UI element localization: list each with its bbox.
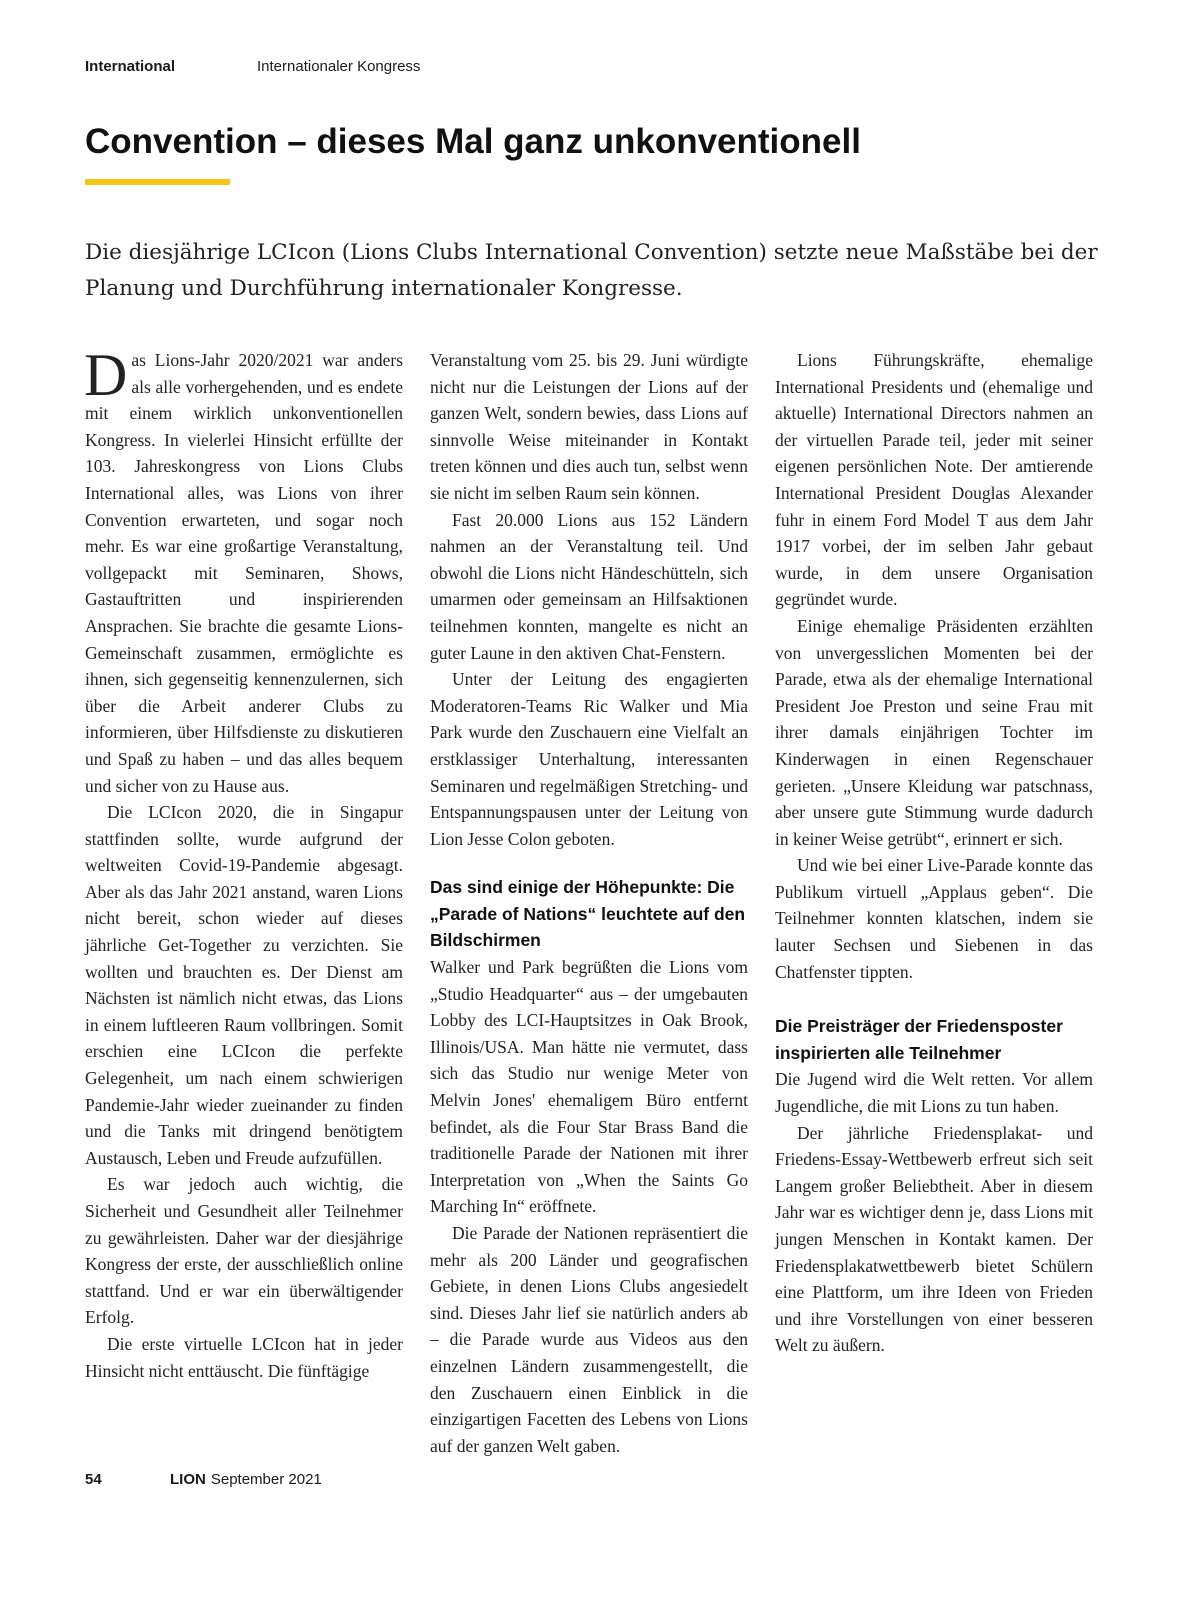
section-spacer xyxy=(430,852,748,874)
article-title: Convention – dieses Mal ganz unkonventionell xyxy=(85,122,861,161)
paragraph: Die LCIcon 2020, die in Singapur stattfinden sollte, wurde aufgrund der weltweiten Covid-19-Pandemie abgesagt. Aber als das Jahr 2021 anstand, waren Lions nicht bereit, schon wieder auf dieses jährliche Get-Together zu verzichten. Sie wollten und brauchten es. Der Dienst am Nächsten ist nämlich nicht etwas, das Lions in einem luftleeren Raum vollbringen. Somit erschien eine LCIcon die perfekte Gelegenheit, um nach einem schwierigen Pandemie-Jahr wieder zueinander zu finden und die Tanks mit dringend benötigtem Austausch, Leben und Freude aufzufüllen. xyxy=(85,802,403,1168)
paragraph: Unter der Leitung des engagierten Moderatoren-Teams Ric Walker und Mia Park wurde den Zuschauern eine Vielfalt an erstklassiger Unterhaltung, interessanten Seminaren und regelmäßigen Stretching- und Entspannungspausen unter der Leitung von Lion Jesse Colon geboten. xyxy=(430,669,748,849)
paragraph: Veranstaltung vom 25. bis 29. Juni würdigte nicht nur die Leistungen der Lions auf der ganzen Welt, sondern bewies, dass Lions auf sinnvolle Weise miteinander in Kontakt treten können und dies auch tun, selbst wenn sie nicht im selben Raum sein können. xyxy=(430,350,748,503)
section-spacer xyxy=(775,985,1093,1013)
paragraph: Walker und Park begrüßten die Lions vom „Studio Headquarter“ aus – der umgebauten Lobby des LCI-Hauptsitzes in Oak Brook, Illinois/USA. Man hätte nie vermutet, dass sich das Studio nur wenige Meter von Melvin Jones' ehemaligem Büro entfernt befindet, als die Four Star Brass Band die traditionelle Parade der Nationen mit ihrer Interpretation von „When the Saints Go Marching In“ eröffnete. xyxy=(430,957,748,1217)
paragraph: Die Jugend wird die Welt retten. Vor allem Jugendliche, die mit Lions zu tun haben. xyxy=(775,1069,1093,1117)
text-column-3 xyxy=(775,347,1093,1359)
section-label: International xyxy=(85,58,176,75)
paragraph: Lions Führungskräfte, ehemalige International Presidents und (ehemalige und aktuelle) International Directors nahmen an der virtuellen Parade teil, jeder mit seiner eigenen persönlichen Note. Der amtierende International President Douglas Alexander fuhr in einem Ford Model T aus dem Jahr 1917 vorbei, der im selben Jahr gebaut wurde, in dem unsere Organisation gegründet wurde. xyxy=(775,350,1093,610)
subheading-highlights: Das sind einige der Höhepunkte: Die „Parade of Nations“ leuchtete auf den Bildschirmen xyxy=(430,877,746,951)
paragraph: Die Parade der Nationen repräsentiert die mehr als 200 Länder und geografischen Gebiete, in denen Lions Clubs angesiedelt sind. Dieses Jahr lief sie natürlich anders ab – die Parade wurde aus Videos aus den einzelnen Ländern zusammengestellt, die den Zuschauern einen Einblick in die einzigartigen Facetten des Lebens von Lions auf der ganzen Welt gaben. xyxy=(430,1223,748,1456)
drop-cap: D xyxy=(84,342,128,408)
text-column-2 xyxy=(430,347,748,1459)
paragraph: Es war jedoch auch wichtig, die Sicherheit und Gesundheit aller Teilnehmer zu gewährleisten. Daher war der diesjährige Kongress der erste, der ausschließlich online stattfand. Und er war ein überwältigender Erfolg. xyxy=(85,1174,403,1328)
subheading-peace-poster: Die Preisträger der Friedensposter inspirierten alle Teilnehmer xyxy=(775,1016,1063,1063)
text-column-1 xyxy=(84,342,403,1384)
paragraph-text: as Lions-Jahr 2020/2021 war anders als alle vorhergehenden, und es endete mit einem wirklich unkonventionellen Kongress. In vielerlei Hinsicht erfüllte der 103. Jahreskongress von Lions Clubs International alles, was Lions von ihrer Convention erwarteten, und sogar noch mehr. Es war eine großartige Veranstaltung, vollgepackt mit Seminaren, Shows, Gastauftritten und inspirierenden Ansprachen. Sie brachte die gesamte Lions-Gemeinschaft zusammen, ermöglichte es ihnen, sich gegenseitig kennenzulernen, sich über die Arbeit anderer Clubs zu informieren, über Hilfsdienste zu diskutieren und Spaß zu haben – und das alles bequem und sicher von zu Hause aus. xyxy=(85,350,403,796)
topic-label: Internationaler Kongress xyxy=(257,58,421,75)
issue-date: September 2021 xyxy=(210,1471,322,1488)
page-number: 54 xyxy=(85,1471,102,1488)
title-accent-rule xyxy=(85,179,230,185)
paragraph: Der jährliche Friedensplakat- und Friedens-Essay-Wettbewerb erfreut sich seit Langem großer Beliebtheit. Aber in diesem Jahr war es wichtiger denn je, dass Lions mit jungen Menschen in Kontakt kamen. Der Friedensplakatwettbewerb bietet Schülern eine Plattform, um ihre Ideen von Frieden und ihre Vorstellungen von einer besseren Welt zu äußern. xyxy=(775,1122,1093,1356)
page-footer xyxy=(85,1470,322,1490)
article-lead: Die diesjährige LCIcon (Lions Clubs International Convention) setzte neue Maßstäbe bei der Planung und Durchführung internationaler Kongresse. xyxy=(85,240,1098,301)
paragraph: Und wie bei einer Live-Parade konnte das Publikum virtuell „Applaus geben“. Die Teilnehmer konnten klatschen, indem sie lauter Sechsen und Siebenen in das Chatfenster tippten. xyxy=(775,855,1093,982)
paragraph xyxy=(84,342,403,799)
paragraph: Die erste virtuelle LCIcon hat in jeder Hinsicht nicht enttäuscht. Die fünftägige xyxy=(85,1333,403,1381)
paragraph: Einige ehemalige Präsidenten erzählten von unvergesslichen Momenten bei der Parade, etwa als der ehemalige International President Joe Preston und seine Frau mit ihrer damals einjährigen Tochter im Kinderwagen in einen Regenschauer gerieten. „Unsere Kleidung war patschnass, aber unsere gute Stimmung wurde dadurch in keiner Weise getrübt“, erinnert er sich. xyxy=(775,615,1093,849)
magazine-name: LION xyxy=(170,1471,206,1488)
paragraph: Fast 20.000 Lions aus 152 Ländern nahmen an der Veranstaltung teil. Und obwohl die Lions nicht Händeschütteln, sich umarmen oder gemeinsam an Hilfsaktionen teilnehmen konnten, mangelte es nicht an guter Laune in den aktiven Chat-Fenstern. xyxy=(430,509,748,663)
